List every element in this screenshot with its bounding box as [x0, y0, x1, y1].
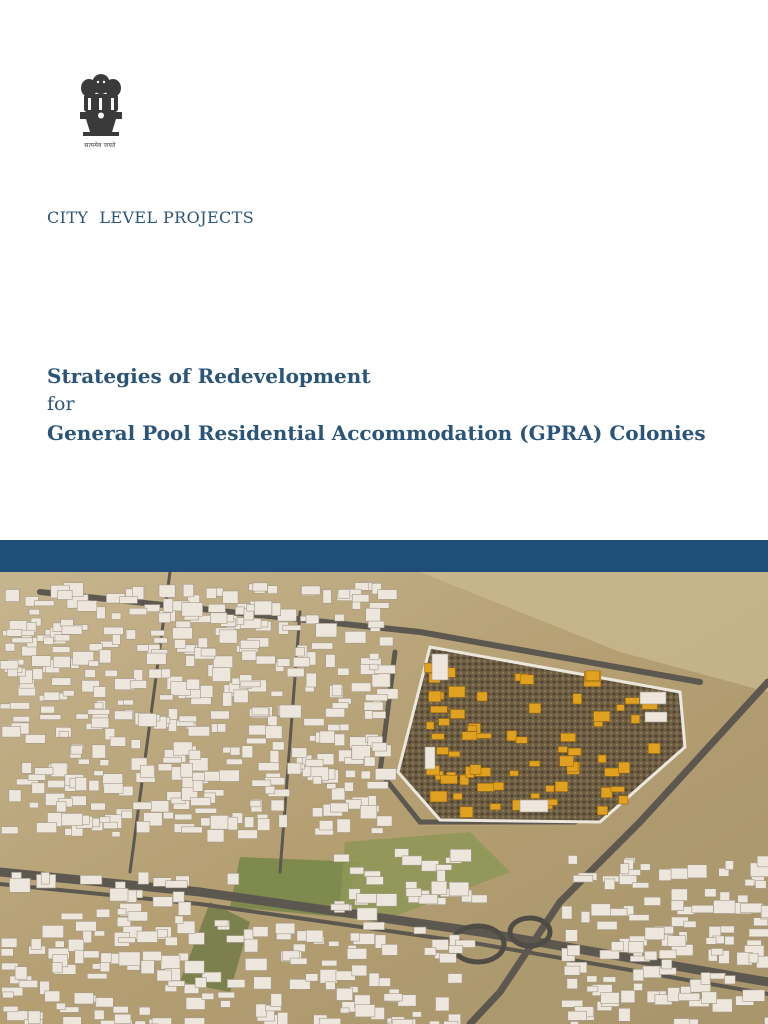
emblem-motto: सत्यमेव जयते — [84, 142, 116, 149]
document-title — [47, 362, 706, 448]
title-line-3: General Pool Residential Accommodation (GPRA) Colonies — [47, 421, 706, 445]
blue-band — [0, 540, 768, 572]
title-line-2: for — [47, 393, 75, 415]
aerial-3d-city-model-image — [0, 572, 768, 1024]
title-line-1: Strategies of Redevelopment — [47, 364, 371, 388]
series-label: CITY LEVEL PROJECTS — [47, 208, 255, 227]
